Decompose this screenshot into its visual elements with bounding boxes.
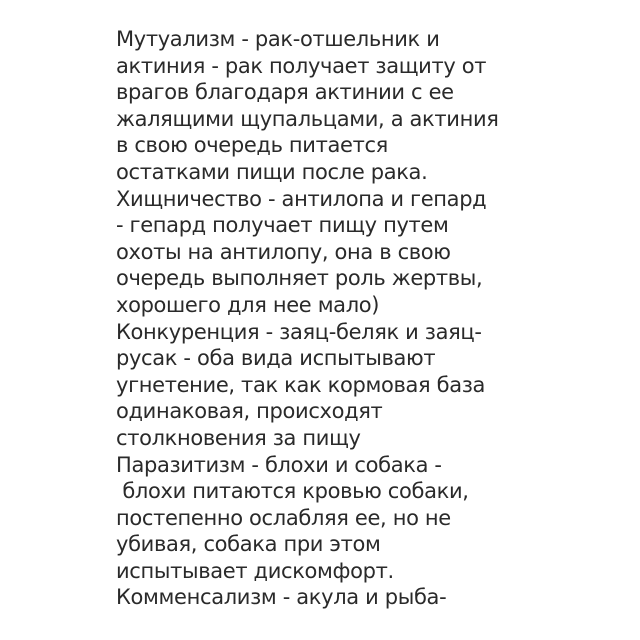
text-line: Комменсализм - акула и рыба- <box>116 585 447 610</box>
text-line: в свою очередь питается <box>116 133 388 158</box>
text-line: - гепард получает пищу путем <box>116 213 449 238</box>
text-line: хорошего для нее мало) <box>116 292 380 317</box>
text-line: Паразитизм - блохи и собака - <box>116 452 442 477</box>
text-line: русак - оба вида испытывают <box>116 346 436 371</box>
text-line: угнетение, так как кормовая база <box>116 372 486 397</box>
text-line: убивая, собака при этом <box>116 532 381 557</box>
text-line: врагов благодаря актинии с ее <box>116 80 454 105</box>
text-line: столкновения за пищу <box>116 425 361 450</box>
text-line: охоты на антилопу, она в свою <box>116 239 451 264</box>
text-line: постепенно ослабляя ее, но не <box>116 505 451 530</box>
text-line: блохи питаются кровью собаки, <box>116 479 469 504</box>
text-line: одинаковая, происходят <box>116 399 383 424</box>
text-line: очередь выполняет роль жертвы, <box>116 266 483 291</box>
text-line: Хищничество - антилопа и гепард <box>116 186 487 211</box>
text-line: актиния - рак получает защиту от <box>116 53 487 78</box>
text-line: Мутуализм - рак-отшельник и <box>116 27 440 51</box>
text-block <box>116 26 616 611</box>
text-line: Конкуренция - заяц-беляк и заяц- <box>116 319 482 344</box>
text-line: испытывает дискомфорт. <box>116 558 394 583</box>
text-line: остатками пищи после рака. <box>116 159 428 184</box>
text-line: жалящими щупальцами, а актиния <box>116 106 499 131</box>
